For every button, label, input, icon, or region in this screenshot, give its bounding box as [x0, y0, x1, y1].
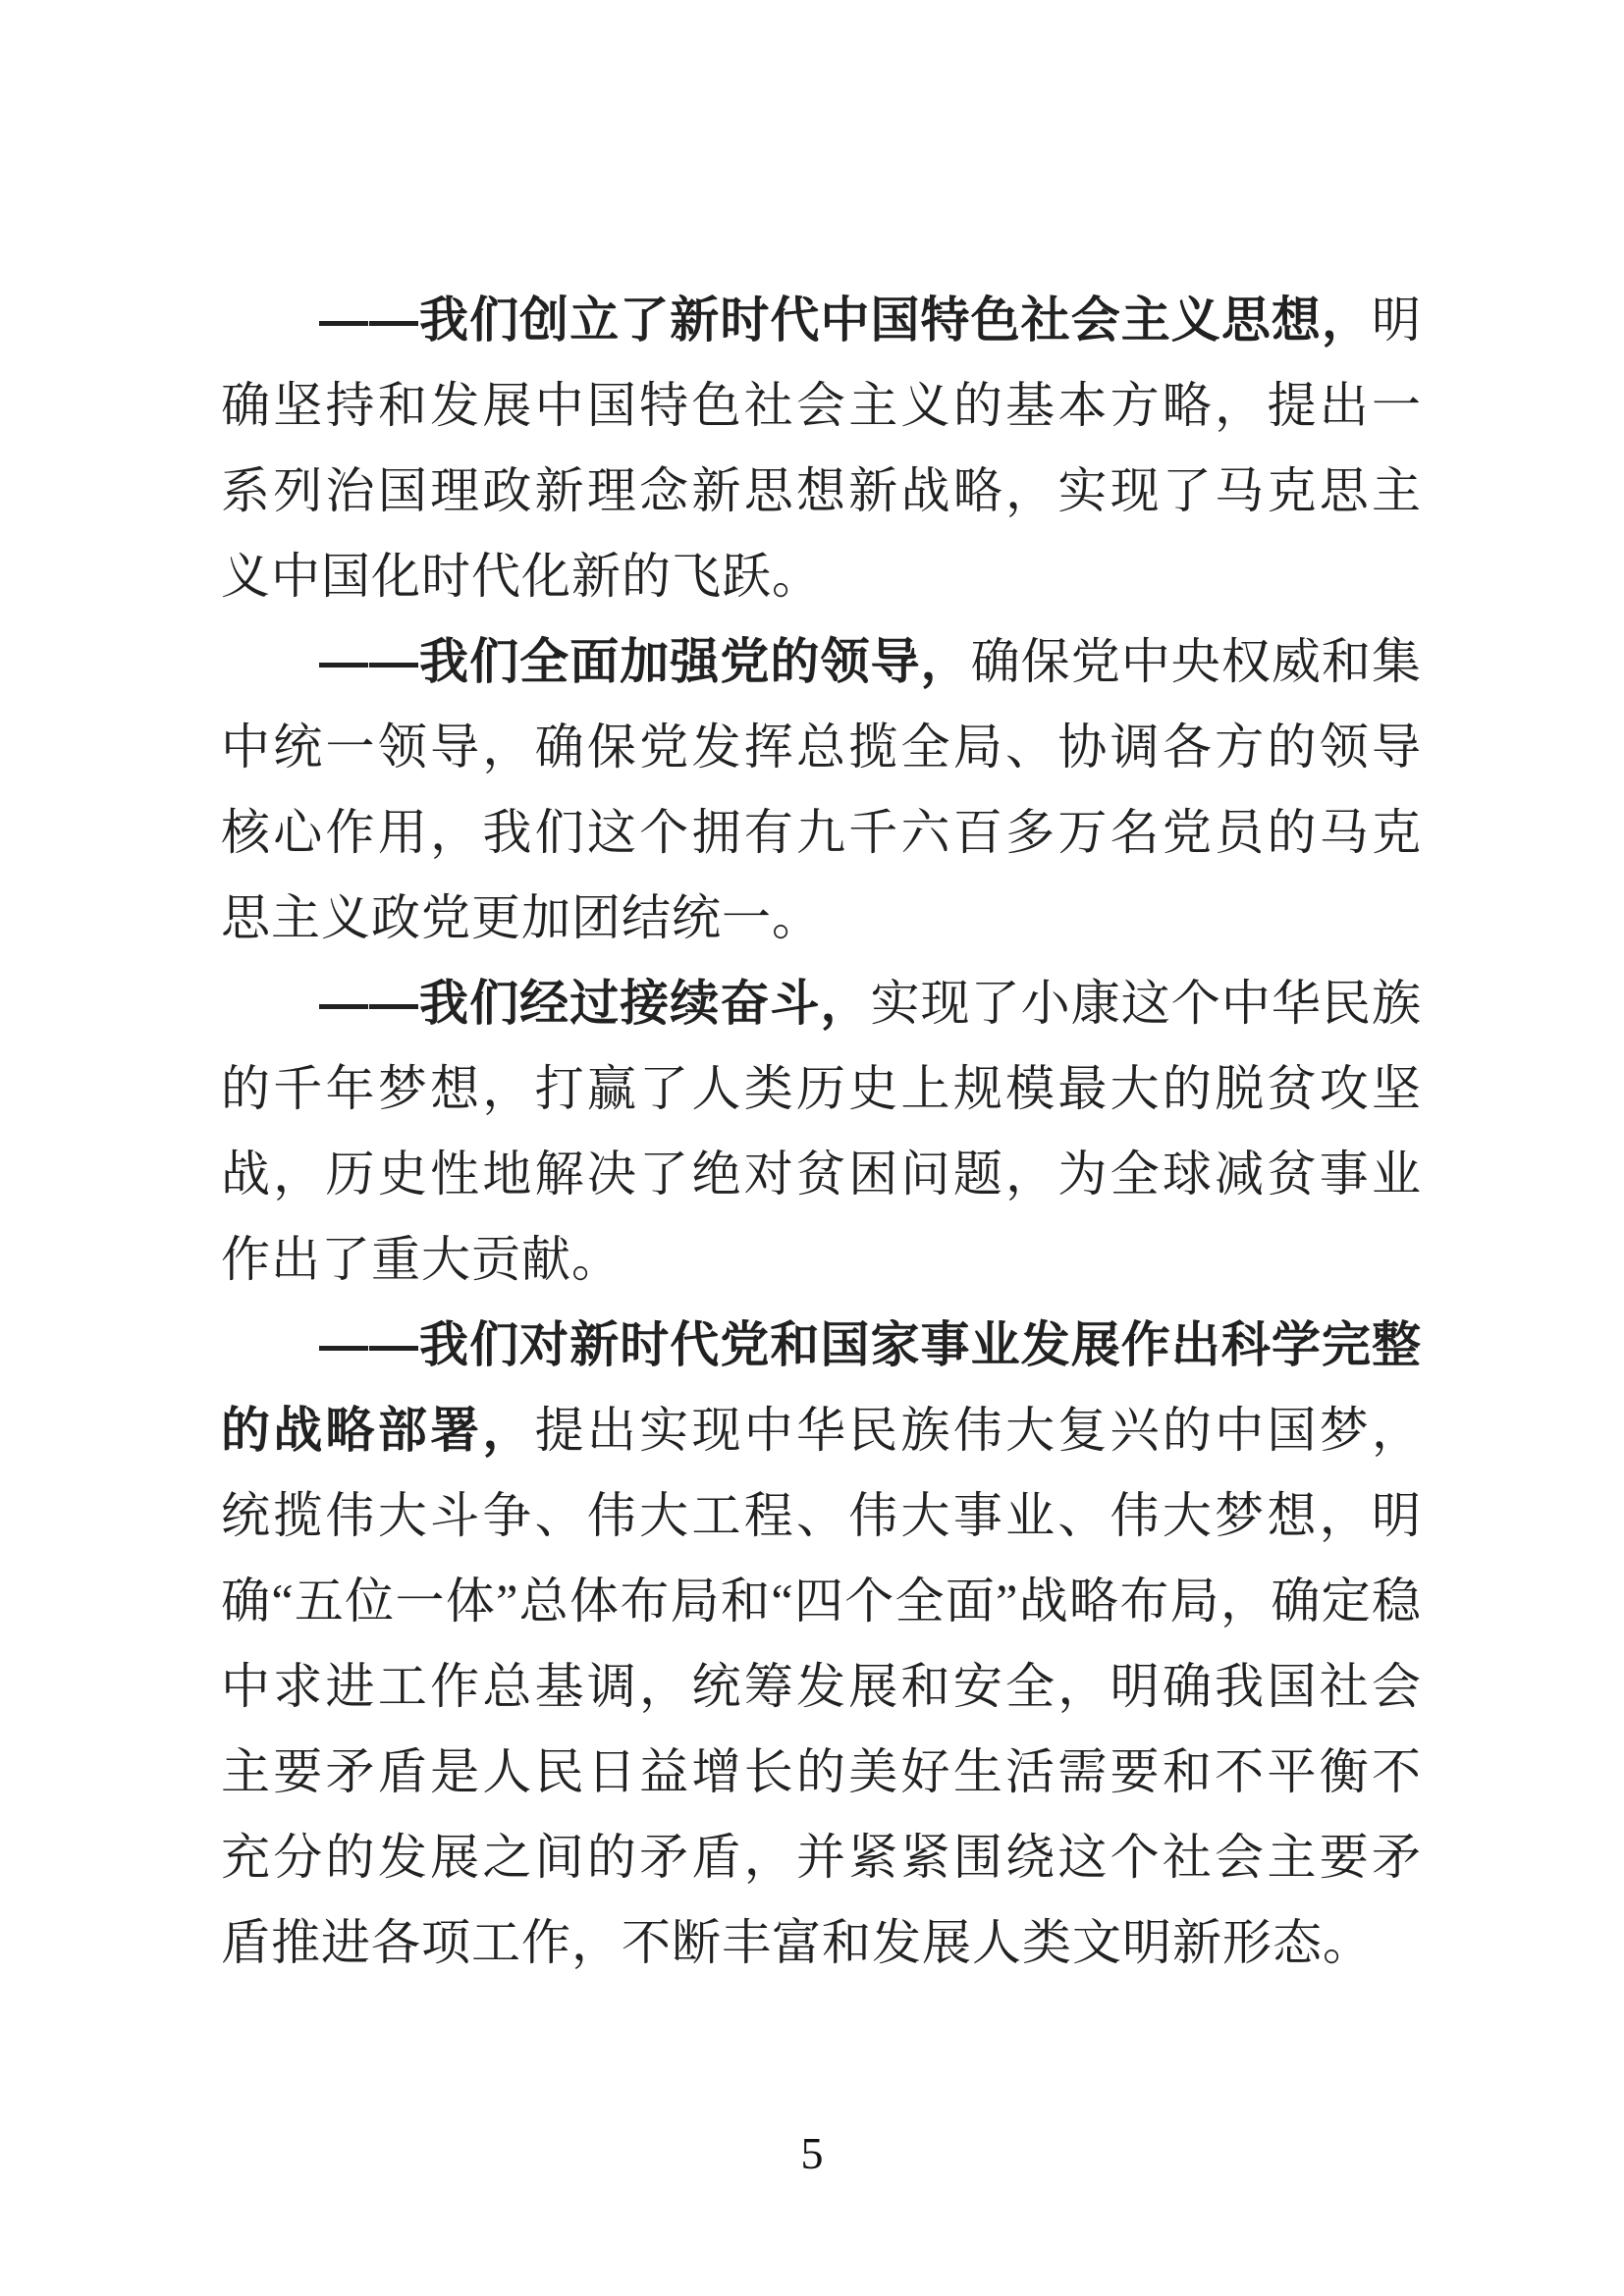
paragraph-lead: ——我们对新时代党和国家事业发展作出科学完整的战略部署， — [221, 1317, 1422, 1458]
document-body — [221, 278, 1422, 1986]
paragraph-body: 明确坚持和发展中国特色社会主义的基本方略，提出一系列治国理政新理念新思想新战略，实现了马克思主义中国化时代化新的飞跃。 — [221, 293, 1422, 604]
paragraph-body: 实现了小康这个中华民族的千年梦想，打赢了人类历史上规模最大的脱贫攻坚战，历史性地解决了绝对贫困问题，为全球减贫事业作出了重大贡献。 — [221, 976, 1422, 1287]
paragraph-body: 提出实现中华民族伟大复兴的中国梦，统揽伟大斗争、伟大工程、伟大事业、伟大梦想，明确“五位一体”总体布局和“四个全面”战略布局，确定稳中求进工作总基调，统筹发展和安全，明确我国社会主要矛盾是人民日益增长的美好生活需要和不平衡不充分的发展之间的矛盾，并紧紧围绕这个社会主要矛盾推进各项工作，不断丰富和发展人类文明新形态。 — [221, 1403, 1423, 1970]
paragraph-body: 确保党中央权威和集中统一领导，确保党发挥总揽全局、协调各方的领导核心作用，我们这个拥有九千六百多万名党员的马克思主义政党更加团结统一。 — [221, 634, 1423, 945]
paragraph-4 — [221, 1303, 1422, 1986]
paragraph-lead: ——我们全面加强党的领导， — [319, 634, 971, 689]
paragraph-lead: ——我们经过接续奋斗， — [319, 976, 871, 1031]
page-number: 5 — [800, 2128, 824, 2178]
paragraph-1 — [221, 278, 1422, 619]
paragraph-lead: ——我们创立了新时代中国特色社会主义思想， — [319, 293, 1372, 347]
paragraph-2 — [221, 619, 1422, 961]
paragraph-3 — [221, 961, 1422, 1303]
